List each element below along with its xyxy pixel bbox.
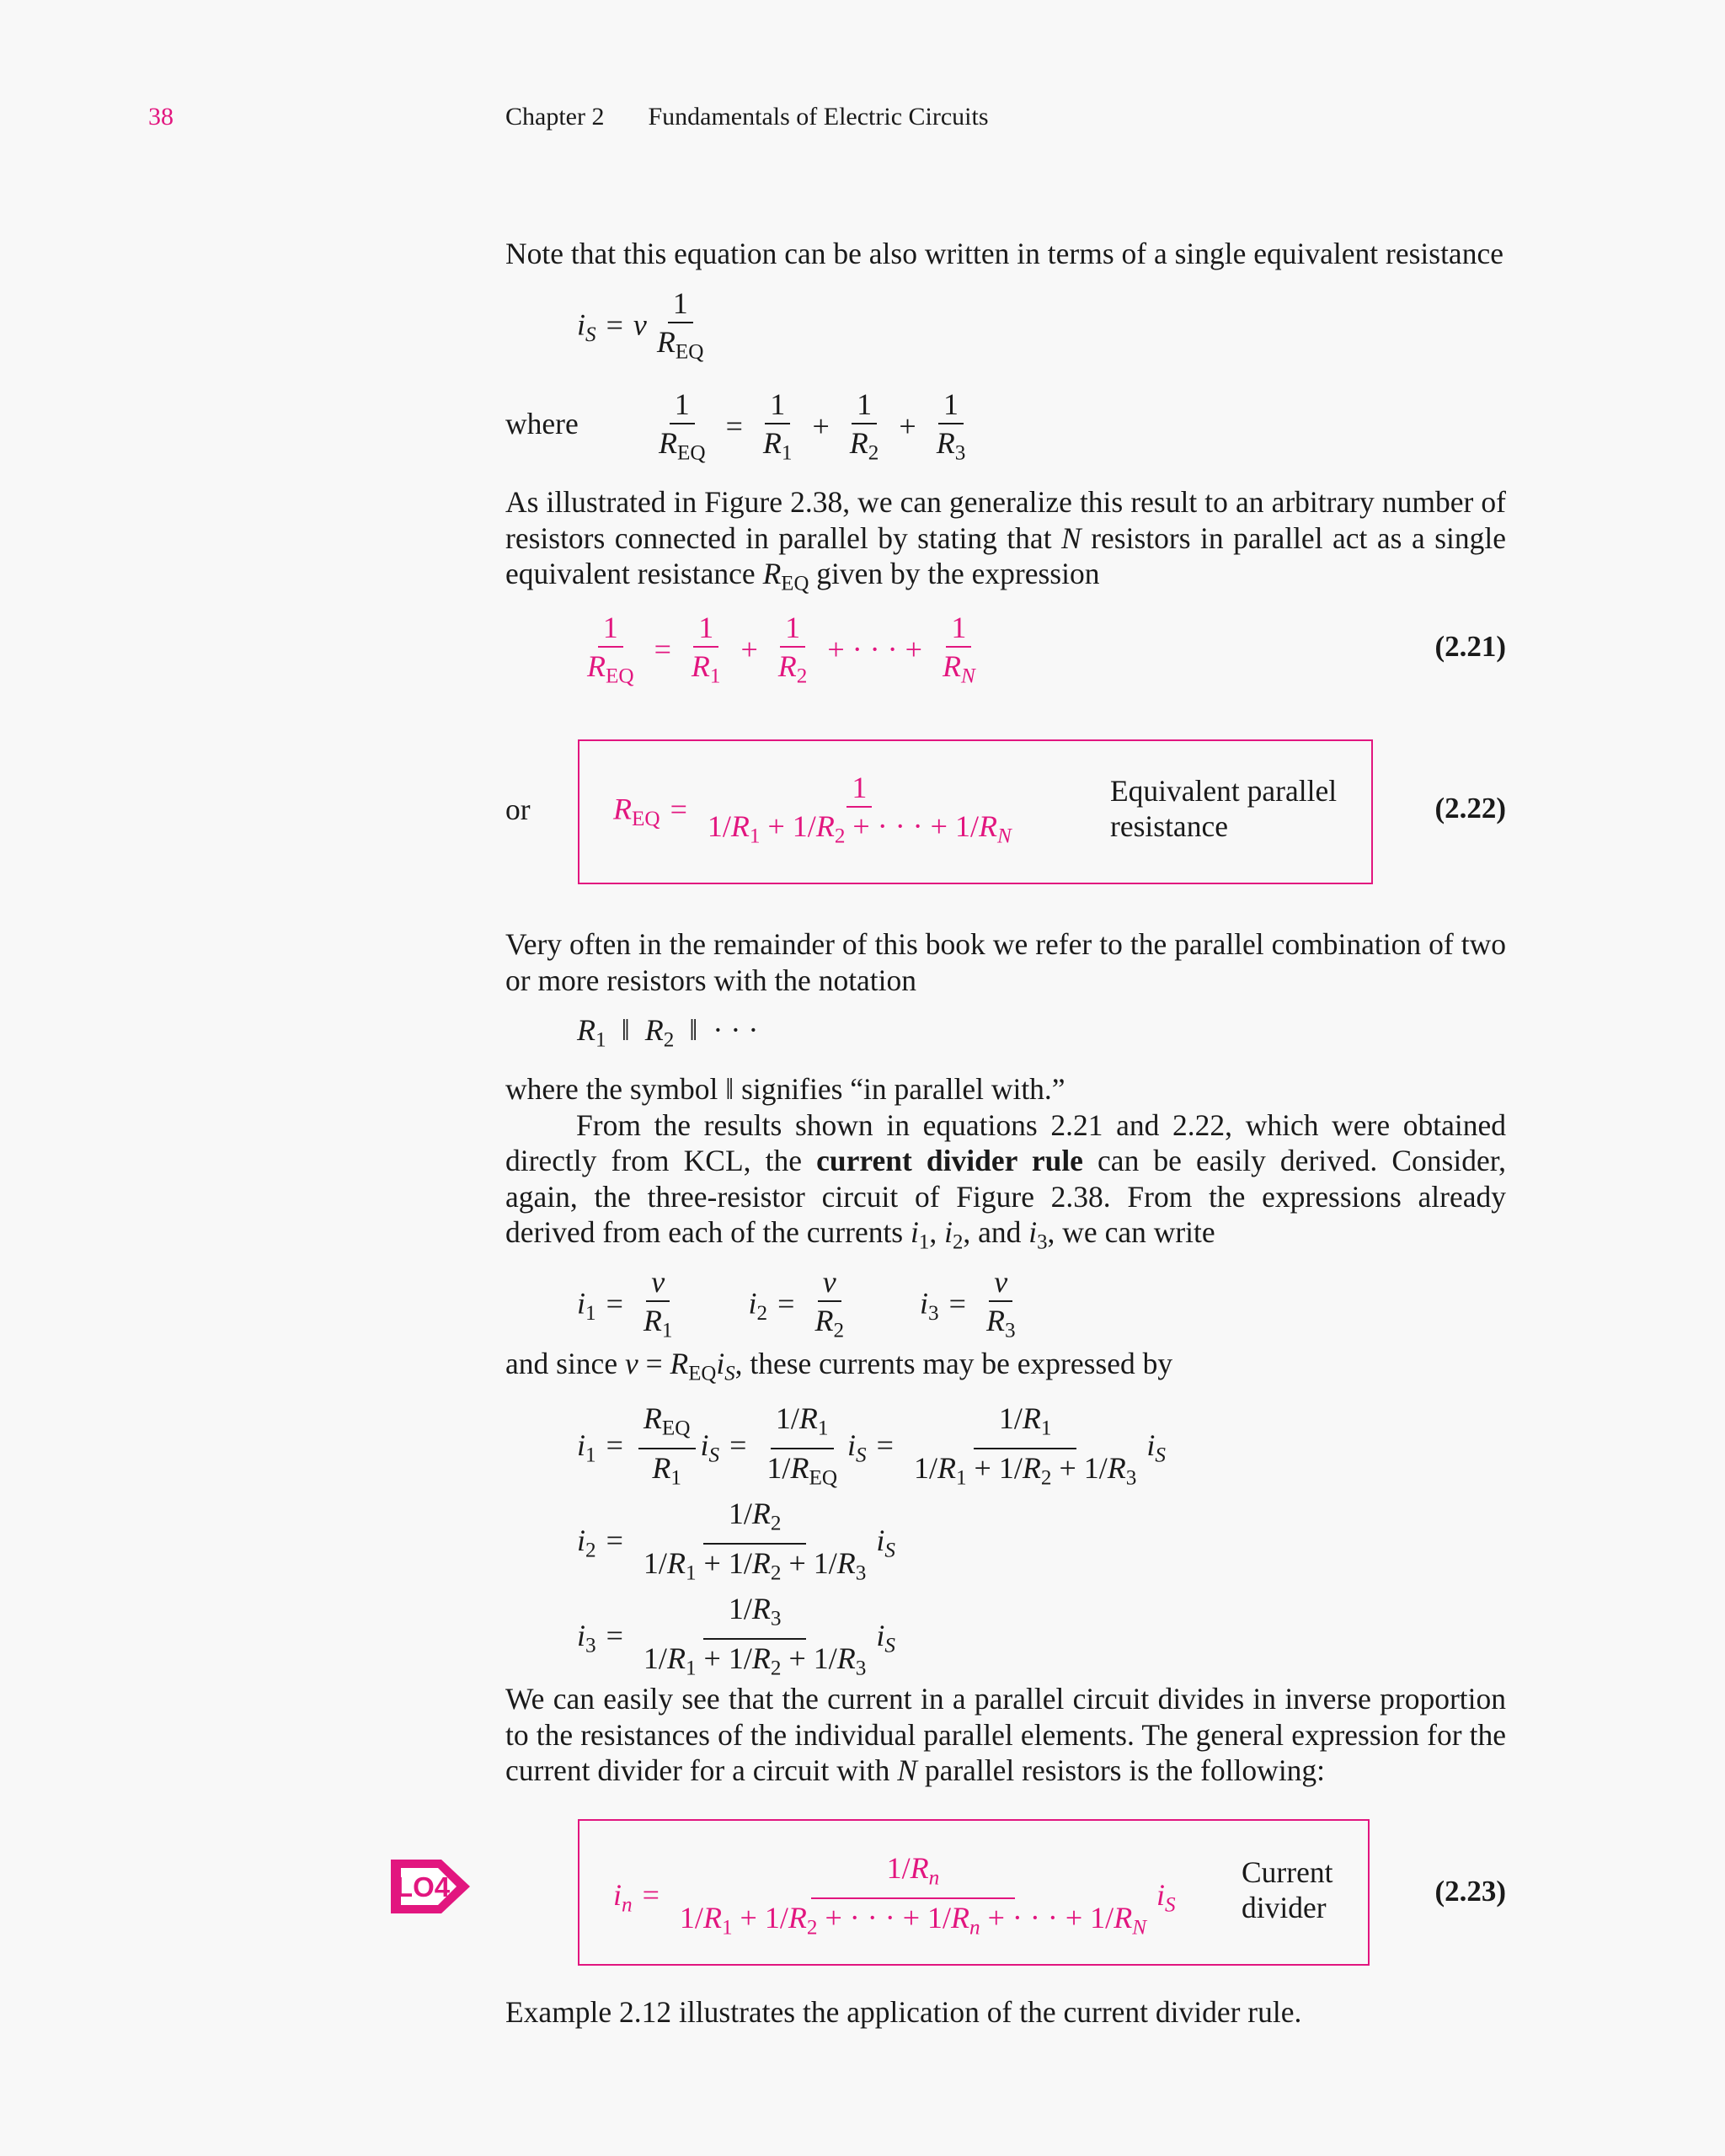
paragraph bbox=[505, 236, 1506, 272]
chapter-label: Chapter 2 bbox=[505, 103, 605, 131]
equation-number: (2.22) bbox=[1434, 792, 1506, 825]
equation-caption: Equivalent parallel resistance bbox=[1110, 774, 1338, 843]
paragraph: As illustrated in Figure 2.38, we can generalize this result to an arbitrary number of resistors connected in parallel by stating that N resistors in parallel act as a single equivalent resistance $R_{EQ}$ given by the expression bbox=[505, 485, 1506, 595]
equation-i2: $i_2$ = $\frac{1/R_2}{1/R_1 + 1/R_2 + 1/R_3}$ $i_S$ bbox=[577, 1497, 895, 1585]
paragraph-text: Note that this equation can be also written in terms of a single equivalent resistance bbox=[505, 237, 1503, 270]
equation-2-21: 1 $R_{EQ}$ = $\frac{1}{R_1}$ + $\frac{1}{R_2}$ + · · · + $\frac{1}{R_N}$ bbox=[587, 611, 975, 688]
equation-req-three: 1 $R_{EQ}$ = $\frac{1}{R_1}$ + $\frac{1}{R_2}$ + $\frac{1}{R_3}$ bbox=[659, 387, 966, 465]
equation-number: (2.21) bbox=[1434, 630, 1506, 663]
equation-is: $i_S = v$ 1 $R_{EQ}$ bbox=[577, 286, 704, 364]
running-header bbox=[505, 103, 989, 131]
paragraph: We can easily see that the current in a parallel circuit divides in inverse proportion to the resistances of the individual parallel elements. The general expression for the current divider for a circuit with N parallel resistors is the following: bbox=[505, 1682, 1506, 1787]
paragraph bbox=[505, 926, 1506, 998]
paragraph: where the symbol ‖ signifies “in parallel with.” From the results shown in equations 2.21 and 2.22, which were obtained directly from KCL, the current divider rule can be easily derived. Consider, again, the three-resistor circuit of Figure 2.38. From the expressions already derived from each of the currents $i_1$, $i_2$, and $i_3$, we can write bbox=[505, 1072, 1506, 1254]
chapter-title: Fundamentals of Electric Circuits bbox=[648, 103, 989, 131]
lo4-label: LO4 bbox=[395, 1871, 451, 1903]
equation-2-23: $i_n$ = $\frac{1/R_n}{1/R_1 + 1/R_2 + \cdot \cdot \cdot + 1/R_n + \cdot \cdot \cdot + 1/R_N}$ $i_S$ bbox=[613, 1851, 1176, 1940]
equation-currents: $i_1$ = $\frac{v}{R_1}$ $i_2$ = $\frac{v}{R_2}$ $i_3$ = $\frac{v}{R_3}$ bbox=[577, 1265, 1016, 1342]
equation-i3: $i_3$ = $\frac{1/R_3}{1/R_1 + 1/R_2 + 1/R_3}$ $i_S$ bbox=[577, 1592, 895, 1680]
paragraph-text: Very often in the remainder of this book we refer to the parallel combination of two or more resistors with the notation bbox=[505, 927, 1506, 997]
parallel-notation: $R_1$ ‖ $R_2$ ‖ · · · bbox=[577, 1013, 759, 1052]
paragraph-text: Example 2.12 illustrates the application of the current divider rule. bbox=[505, 1995, 1302, 2029]
equation-2-22: $R_{EQ}$ = $\frac{1}{1/R_1 + 1/R_2 + \cdot \cdot \cdot + 1/R_N}$ bbox=[613, 771, 1012, 848]
paragraph: and since $v = R_{EQ}i_S$, these currents may be expressed by bbox=[505, 1347, 1173, 1385]
page-number: 38 bbox=[148, 103, 174, 131]
or-label: or bbox=[505, 792, 531, 826]
lo4-badge-icon bbox=[389, 1844, 473, 1929]
paragraph bbox=[505, 1994, 1506, 2031]
equation-number: (2.23) bbox=[1434, 1875, 1506, 1908]
equation-i1: $i_1$ = $R_{EQ}$ $R_1$ $i_S$ = $1/R_1$ $1/R_{EQ}$ $i_S$ = $\frac{1/R_1}{1/R_1 + 1/R_2 + 1/R_3}$ $i_S$ bbox=[577, 1401, 1166, 1490]
equation-caption: Current divider bbox=[1242, 1855, 1333, 1924]
where-label: where bbox=[505, 407, 579, 440]
